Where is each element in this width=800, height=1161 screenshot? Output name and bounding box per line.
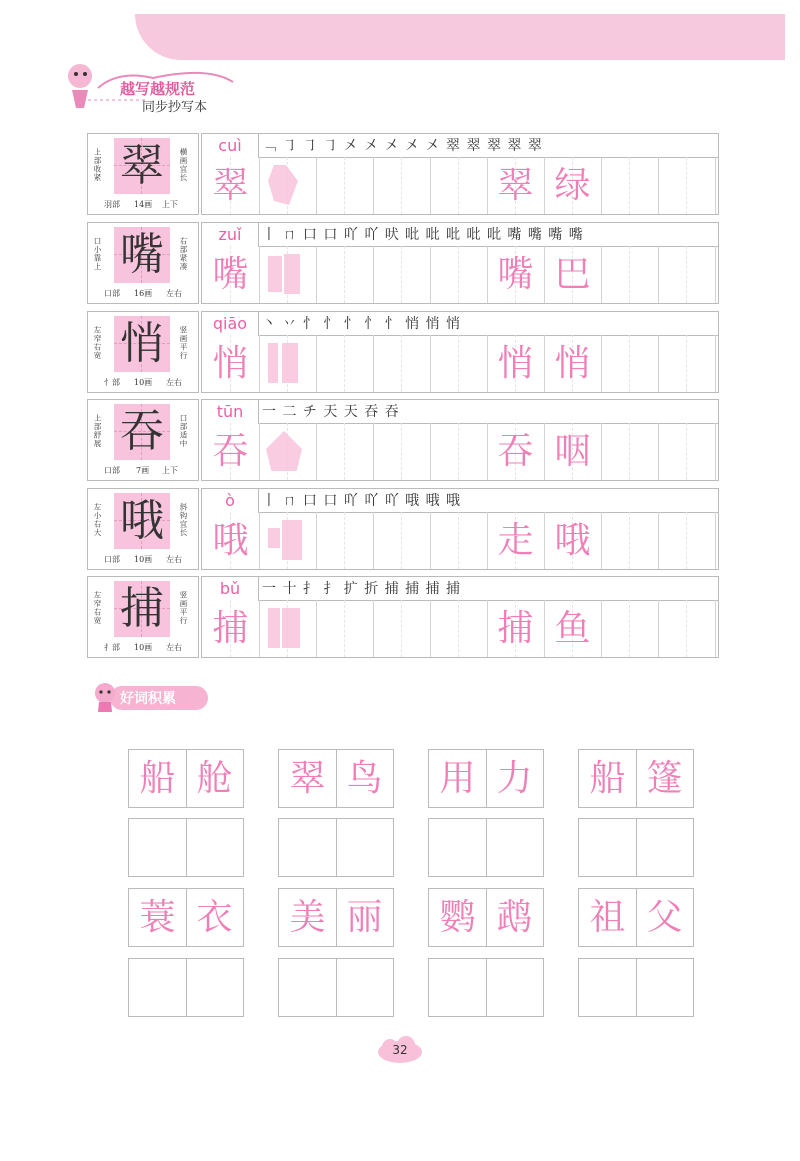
- word-character: 篷: [646, 758, 683, 799]
- stroke-count: 16画: [134, 289, 153, 298]
- character-row-5: [87, 488, 719, 570]
- box-divider: [336, 819, 337, 876]
- stroke-count: 7画: [136, 466, 150, 475]
- word-character: 咽: [554, 431, 591, 472]
- radical: 口部: [104, 289, 120, 298]
- writing-cell[interactable]: [373, 512, 431, 569]
- word-character: 悄: [497, 343, 534, 384]
- writing-cell[interactable]: [373, 600, 431, 657]
- book-title: 越写越规范: [120, 80, 196, 98]
- word-character: 悄: [554, 343, 591, 384]
- box-divider: [336, 959, 337, 1016]
- writing-cell[interactable]: [430, 157, 488, 214]
- word-character: 鱼: [554, 608, 591, 649]
- word-box[interactable]: [578, 749, 694, 808]
- stroke-order: 一 二 チ 天 天 吞 吞: [262, 404, 400, 420]
- left-note: 左窄右宽: [93, 326, 102, 360]
- trace-ghost: [268, 343, 278, 383]
- writing-cell[interactable]: [601, 246, 659, 303]
- trace-character: 翠: [212, 165, 249, 206]
- writing-cells[interactable]: [202, 246, 718, 303]
- model-character: 嘴: [120, 229, 164, 280]
- writing-cell[interactable]: [373, 423, 431, 480]
- pinyin: ò: [225, 491, 235, 510]
- word-box-blank[interactable]: [428, 958, 544, 1017]
- structure: 左右: [166, 555, 182, 564]
- trace-character: 捕: [212, 608, 249, 649]
- character-info: [87, 222, 199, 304]
- box-divider: [486, 959, 487, 1016]
- trace-ghost: [268, 608, 280, 648]
- character-info: [87, 311, 199, 393]
- left-note: 左窄右宽: [93, 591, 102, 625]
- word-character: 捕: [497, 608, 534, 649]
- writing-cell[interactable]: [316, 600, 374, 657]
- word-box-blank[interactable]: [128, 818, 244, 877]
- word-character: 船: [589, 758, 626, 799]
- practice-grid: [201, 399, 719, 481]
- right-note: 竖画平行: [179, 591, 188, 625]
- word-character: 祖: [589, 897, 626, 938]
- word-box[interactable]: [428, 749, 544, 808]
- writing-cell[interactable]: [430, 600, 488, 657]
- word-box-blank[interactable]: [578, 958, 694, 1017]
- writing-cell[interactable]: [601, 423, 659, 480]
- word-box[interactable]: [578, 888, 694, 947]
- pinyin: bǔ: [219, 579, 241, 598]
- radical: 扌部: [104, 643, 120, 652]
- structure: 上下: [162, 466, 178, 475]
- character-info: [87, 488, 199, 570]
- word-character: 绿: [554, 165, 591, 206]
- box-divider: [186, 819, 187, 876]
- character-row-2: [87, 222, 719, 304]
- right-note: 竖画平行: [179, 326, 188, 360]
- writing-cells[interactable]: [202, 512, 718, 569]
- stroke-count: 14画: [134, 200, 153, 209]
- radical: 口部: [104, 466, 120, 475]
- character-model-box: [114, 316, 170, 372]
- writing-cell[interactable]: [373, 246, 431, 303]
- stroke-order: 丨 ㄇ 口 口 吖 吖 吖 哦 哦 哦: [262, 493, 462, 509]
- structure: 上下: [162, 200, 178, 209]
- character-row-4: [87, 399, 719, 481]
- right-note: 斜钩宜长: [179, 503, 188, 537]
- box-divider: [636, 959, 637, 1016]
- word-character: 舱: [196, 758, 233, 799]
- model-character: 翠: [120, 140, 164, 191]
- word-character: 吞: [497, 431, 534, 472]
- stroke-order: 一 十 扌 扌 扩 折 捕 捕 捕 捕: [262, 581, 462, 597]
- word-character: 船: [139, 758, 176, 799]
- writing-cell[interactable]: [430, 335, 488, 392]
- writing-cell[interactable]: [430, 423, 488, 480]
- box-divider: [486, 819, 487, 876]
- stroke-order: 丨 ㄇ 口 口 吖 吖 吠 吡 吡 吡 吡 吡 嘴 嘴 嘴 嘴: [262, 227, 584, 243]
- pinyin: tūn: [216, 402, 244, 421]
- writing-cell[interactable]: [316, 335, 374, 392]
- word-character: 衣: [196, 897, 233, 938]
- writing-cell[interactable]: [430, 512, 488, 569]
- character-model-box: [114, 493, 170, 549]
- structure: 左右: [166, 378, 182, 387]
- right-note: 口部适中: [179, 414, 188, 448]
- trace-ghost: [284, 254, 300, 294]
- stroke-order: 丶 丷 忄 忄 忄 忄 忄 悄 悄 悄: [262, 316, 462, 332]
- character-model-box: [114, 138, 170, 194]
- writing-cell[interactable]: [316, 157, 374, 214]
- writing-cells[interactable]: [202, 157, 718, 214]
- section-header: [90, 680, 210, 714]
- word-character: 美: [289, 897, 326, 938]
- right-note: 横画宜长: [179, 148, 188, 182]
- word-character: 走: [497, 520, 534, 561]
- pinyin: zuǐ: [218, 225, 242, 244]
- character-row-6: [87, 576, 719, 658]
- practice-grid: [201, 576, 719, 658]
- practice-grid: [201, 488, 719, 570]
- writing-cell[interactable]: [658, 423, 716, 480]
- stroke-count: 10画: [134, 378, 153, 387]
- practice-grid: [201, 133, 719, 215]
- word-box[interactable]: [128, 749, 244, 808]
- trace-character: 吞: [212, 431, 249, 472]
- model-character: 吞: [120, 406, 164, 457]
- model-character: 捕: [120, 583, 164, 634]
- writing-cells[interactable]: [202, 335, 718, 392]
- writing-cell[interactable]: [373, 157, 431, 214]
- writing-cell[interactable]: [658, 246, 716, 303]
- trace-character: 嘴: [212, 254, 249, 295]
- word-box[interactable]: [428, 888, 544, 947]
- page-number-badge: [376, 1036, 424, 1066]
- writing-cell[interactable]: [373, 335, 431, 392]
- word-box[interactable]: [278, 888, 394, 947]
- word-box-blank[interactable]: [428, 818, 544, 877]
- character-info: [87, 133, 199, 215]
- word-character: 翠: [497, 165, 534, 206]
- header-banner: [135, 14, 785, 60]
- word-character: 鹉: [496, 897, 533, 938]
- radical: 口部: [104, 555, 120, 564]
- trace-character: 哦: [212, 520, 249, 561]
- stroke-count: 10画: [134, 555, 153, 564]
- structure: 左右: [166, 643, 182, 652]
- writing-cells[interactable]: [202, 600, 718, 657]
- trace-character: 悄: [212, 343, 249, 384]
- word-box[interactable]: [278, 749, 394, 808]
- page-number: 32: [392, 1043, 408, 1057]
- word-character: 鸟: [346, 758, 383, 799]
- writing-cell[interactable]: [658, 600, 716, 657]
- practice-grid: [201, 311, 719, 393]
- section-label: 好词积累: [120, 691, 176, 707]
- word-box-blank[interactable]: [128, 958, 244, 1017]
- word-character: 哦: [554, 520, 591, 561]
- word-character: 父: [646, 897, 683, 938]
- pinyin: qiāo: [212, 314, 248, 333]
- word-box-blank[interactable]: [278, 958, 394, 1017]
- pinyin: cuì: [218, 136, 242, 155]
- box-divider: [186, 959, 187, 1016]
- left-note: 口小靠上: [93, 237, 102, 271]
- character-info: [87, 576, 199, 658]
- writing-cell[interactable]: [658, 335, 716, 392]
- character-model-box: [114, 581, 170, 637]
- stroke-count: 10画: [134, 643, 153, 652]
- character-row-1: [87, 133, 719, 215]
- writing-cell[interactable]: [601, 157, 659, 214]
- word-character: 力: [496, 758, 533, 799]
- writing-cell[interactable]: [658, 512, 716, 569]
- character-info: [87, 399, 199, 481]
- left-note: 上部舒展: [93, 414, 102, 448]
- radical: 忄部: [104, 378, 120, 387]
- structure: 左右: [166, 289, 182, 298]
- character-model-box: [114, 404, 170, 460]
- radical: 羽部: [104, 200, 120, 209]
- writing-cell[interactable]: [601, 512, 659, 569]
- writing-cell[interactable]: [430, 246, 488, 303]
- model-character: 悄: [120, 318, 164, 369]
- word-character: 巴: [554, 254, 591, 295]
- word-box-blank[interactable]: [278, 818, 394, 877]
- writing-cell[interactable]: [601, 335, 659, 392]
- right-note: 右部紧凑: [179, 237, 188, 271]
- word-character: 用: [439, 758, 476, 799]
- word-character: 蓑: [139, 897, 176, 938]
- writing-cell[interactable]: [316, 512, 374, 569]
- practice-grid: [201, 222, 719, 304]
- word-box[interactable]: [128, 888, 244, 947]
- model-character: 哦: [120, 495, 164, 546]
- word-character: 嘴: [497, 254, 534, 295]
- cartoon-face-icon: [90, 680, 120, 714]
- writing-cell[interactable]: [316, 246, 374, 303]
- word-box-blank[interactable]: [578, 818, 694, 877]
- stroke-order: ﹁ ㇆ ㇆ ㇆ 㐅 㐅 㐅 㐅 㐅 翠 翠 翠 翠 翠: [262, 138, 543, 154]
- trace-ghost: [268, 528, 280, 548]
- writing-cell[interactable]: [658, 157, 716, 214]
- box-divider: [636, 819, 637, 876]
- word-character: 翠: [289, 758, 326, 799]
- left-note: 左小右大: [93, 503, 102, 537]
- word-character: 鹦: [439, 897, 476, 938]
- writing-cell[interactable]: [316, 423, 374, 480]
- word-character: 丽: [346, 897, 383, 938]
- writing-cells[interactable]: [202, 423, 718, 480]
- book-subtitle: 同步抄写本: [142, 100, 208, 115]
- left-note: 上部收紧: [93, 148, 102, 182]
- character-row-3: [87, 311, 719, 393]
- trace-ghost: [282, 520, 302, 560]
- trace-ghost: [282, 608, 300, 648]
- trace-ghost: [282, 343, 298, 383]
- writing-cell[interactable]: [601, 600, 659, 657]
- character-model-box: [114, 227, 170, 283]
- trace-ghost: [268, 256, 282, 292]
